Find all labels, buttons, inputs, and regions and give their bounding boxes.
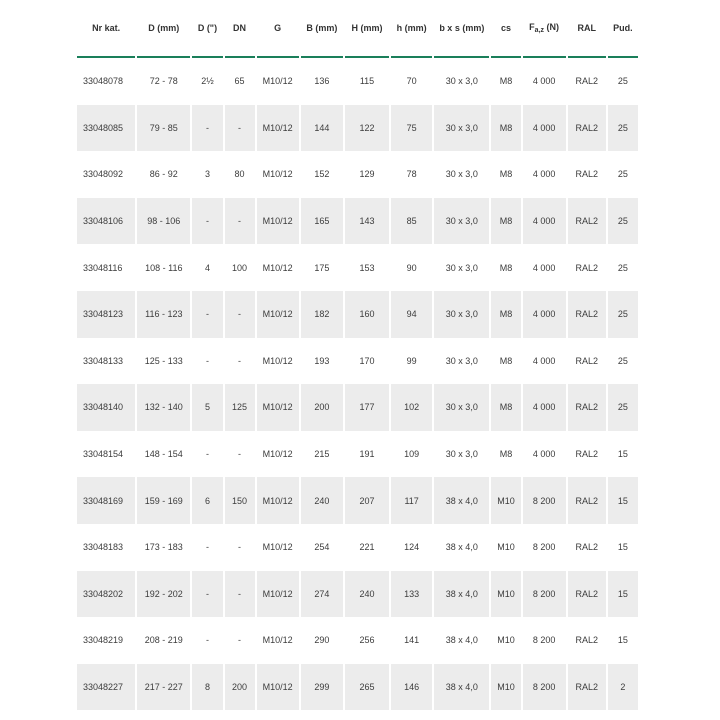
cell-cat-no: 33048106 [77,198,135,245]
cell-d-inch: 4 [192,244,222,291]
cell-d-mm: 108 - 116 [137,244,190,291]
cell-d-inch: 3 [192,151,222,198]
cell-force: 4 000 [523,151,566,198]
cell-ral: RAL2 [568,571,606,618]
cell-bxs-mm: 38 x 4,0 [434,524,489,571]
table-row [77,291,638,338]
cell-d-mm: 125 - 133 [137,338,190,385]
cell-d-inch: 2½ [192,58,222,105]
cell-bxs-mm: 30 x 3,0 [434,384,489,431]
cell-cs: M8 [491,105,520,152]
cell-pud: 25 [608,291,638,338]
cell-cs: M8 [491,244,520,291]
cell-force: 4 000 [523,384,566,431]
header-g: G [257,0,299,58]
header-cs: cs [491,0,520,58]
cell-ral: RAL2 [568,431,606,478]
cell-d-mm: 208 - 219 [137,617,190,664]
cell-h-upper-mm: 177 [345,384,389,431]
cell-d-mm: 159 - 169 [137,477,190,524]
cell-pud: 15 [608,617,638,664]
cell-g: M10/12 [257,617,299,664]
cell-cat-no: 33048116 [77,244,135,291]
cell-cat-no: 33048183 [77,524,135,571]
cell-h-upper-mm: 191 [345,431,389,478]
cell-cs: M10 [491,571,520,618]
header-force-unit: (N) [544,22,560,32]
cell-d-mm: 192 - 202 [137,571,190,618]
cell-dn: - [225,291,255,338]
cell-cat-no: 33048169 [77,477,135,524]
cell-cs: M10 [491,664,520,711]
cell-cs: M8 [491,431,520,478]
cell-h-lower-mm: 99 [391,338,432,385]
cell-bxs-mm: 38 x 4,0 [434,664,489,711]
header-pud: Pud. [608,0,638,58]
cell-d-inch: - [192,571,222,618]
cell-d-inch: - [192,198,222,245]
cell-h-lower-mm: 133 [391,571,432,618]
cell-d-mm: 72 - 78 [137,58,190,105]
cell-d-mm: 86 - 92 [137,151,190,198]
cell-cs: M8 [491,338,520,385]
cell-d-inch: - [192,524,222,571]
table-row [77,105,638,152]
cell-h-lower-mm: 94 [391,291,432,338]
header-force [523,0,566,58]
cell-pud: 15 [608,431,638,478]
header-d-inch: D (") [192,0,222,58]
cell-force: 4 000 [523,244,566,291]
cell-force: 8 200 [523,477,566,524]
cell-dn: 65 [225,58,255,105]
cell-dn: - [225,105,255,152]
cell-b-mm: 240 [301,477,343,524]
cell-force: 8 200 [523,571,566,618]
cell-g: M10/12 [257,524,299,571]
table-row [77,198,638,245]
cell-d-mm: 173 - 183 [137,524,190,571]
cell-dn: - [225,431,255,478]
table-row [77,524,638,571]
cell-ral: RAL2 [568,664,606,711]
cell-b-mm: 175 [301,244,343,291]
cell-cat-no: 33048140 [77,384,135,431]
table-row [77,617,638,664]
cell-force: 8 200 [523,617,566,664]
cell-h-upper-mm: 160 [345,291,389,338]
cell-bxs-mm: 30 x 3,0 [434,198,489,245]
cell-bxs-mm: 38 x 4,0 [434,477,489,524]
cell-b-mm: 200 [301,384,343,431]
cell-b-mm: 182 [301,291,343,338]
cell-cat-no: 33048085 [77,105,135,152]
cell-bxs-mm: 30 x 3,0 [434,58,489,105]
cell-g: M10/12 [257,198,299,245]
cell-h-upper-mm: 170 [345,338,389,385]
cell-cs: M10 [491,477,520,524]
cell-h-lower-mm: 75 [391,105,432,152]
cell-bxs-mm: 30 x 3,0 [434,105,489,152]
cell-h-upper-mm: 207 [345,477,389,524]
cell-pud: 2 [608,664,638,711]
cell-d-mm: 132 - 140 [137,384,190,431]
cell-h-lower-mm: 109 [391,431,432,478]
cell-d-mm: 79 - 85 [137,105,190,152]
cell-pud: 25 [608,58,638,105]
cell-d-mm: 217 - 227 [137,664,190,711]
cell-pud: 25 [608,244,638,291]
cell-cat-no: 33048227 [77,664,135,711]
cell-bxs-mm: 38 x 4,0 [434,617,489,664]
cell-pud: 25 [608,105,638,152]
cell-ral: RAL2 [568,477,606,524]
cell-force: 4 000 [523,58,566,105]
table-row [77,338,638,385]
cell-dn: - [225,524,255,571]
table-row [77,58,638,105]
cell-d-inch: - [192,291,222,338]
cell-cat-no: 33048078 [77,58,135,105]
cell-h-lower-mm: 70 [391,58,432,105]
cell-d-inch: 6 [192,477,222,524]
cell-h-upper-mm: 115 [345,58,389,105]
cell-ral: RAL2 [568,105,606,152]
cell-d-inch: 5 [192,384,222,431]
cell-h-lower-mm: 141 [391,617,432,664]
cell-b-mm: 136 [301,58,343,105]
table-row [77,384,638,431]
cell-b-mm: 144 [301,105,343,152]
cell-h-upper-mm: 240 [345,571,389,618]
cell-ral: RAL2 [568,198,606,245]
header-bxs-mm: b x s (mm) [434,0,489,58]
cell-bxs-mm: 38 x 4,0 [434,571,489,618]
cell-d-mm: 116 - 123 [137,291,190,338]
table-row [77,244,638,291]
table-row [77,431,638,478]
cell-bxs-mm: 30 x 3,0 [434,151,489,198]
cell-cs: M8 [491,291,520,338]
cell-h-lower-mm: 124 [391,524,432,571]
cell-pud: 25 [608,198,638,245]
cell-cat-no: 33048154 [77,431,135,478]
cell-g: M10/12 [257,105,299,152]
cell-g: M10/12 [257,664,299,711]
table-header-row [77,0,638,58]
cell-dn: 125 [225,384,255,431]
cell-d-inch: - [192,105,222,152]
cell-cat-no: 33048133 [77,338,135,385]
cell-h-lower-mm: 117 [391,477,432,524]
cell-ral: RAL2 [568,291,606,338]
cell-ral: RAL2 [568,384,606,431]
cell-dn: - [225,571,255,618]
cell-force: 4 000 [523,431,566,478]
cell-ral: RAL2 [568,58,606,105]
header-ral: RAL [568,0,606,58]
spec-table-container [77,0,642,710]
header-cat-no: Nr kat. [77,0,135,58]
cell-dn: - [225,198,255,245]
cell-force: 4 000 [523,198,566,245]
cell-b-mm: 254 [301,524,343,571]
cell-bxs-mm: 30 x 3,0 [434,338,489,385]
header-b-mm: B (mm) [301,0,343,58]
cell-ral: RAL2 [568,244,606,291]
cell-g: M10/12 [257,58,299,105]
cell-pud: 25 [608,384,638,431]
header-d-mm: D (mm) [137,0,190,58]
cell-ral: RAL2 [568,338,606,385]
cell-ral: RAL2 [568,524,606,571]
cell-g: M10/12 [257,291,299,338]
cell-dn: - [225,617,255,664]
cell-g: M10/12 [257,338,299,385]
cell-bxs-mm: 30 x 3,0 [434,431,489,478]
cell-cs: M8 [491,198,520,245]
cell-cat-no: 33048219 [77,617,135,664]
cell-g: M10/12 [257,244,299,291]
cell-h-upper-mm: 221 [345,524,389,571]
cell-h-lower-mm: 102 [391,384,432,431]
cell-g: M10/12 [257,571,299,618]
table-row [77,571,638,618]
cell-cat-no: 33048092 [77,151,135,198]
cell-b-mm: 193 [301,338,343,385]
cell-force: 8 200 [523,524,566,571]
cell-ral: RAL2 [568,617,606,664]
cell-force: 4 000 [523,338,566,385]
cell-h-upper-mm: 265 [345,664,389,711]
cell-d-mm: 148 - 154 [137,431,190,478]
cell-b-mm: 152 [301,151,343,198]
cell-h-upper-mm: 256 [345,617,389,664]
cell-dn: - [225,338,255,385]
header-h-upper-mm: H (mm) [345,0,389,58]
cell-cs: M8 [491,151,520,198]
cell-h-upper-mm: 153 [345,244,389,291]
cell-b-mm: 299 [301,664,343,711]
cell-cs: M8 [491,384,520,431]
cell-h-lower-mm: 146 [391,664,432,711]
cell-pud: 25 [608,338,638,385]
cell-h-upper-mm: 143 [345,198,389,245]
cell-h-lower-mm: 85 [391,198,432,245]
cell-dn: 200 [225,664,255,711]
cell-dn: 80 [225,151,255,198]
cell-g: M10/12 [257,151,299,198]
header-h-lower-mm: h (mm) [391,0,432,58]
spec-table [75,0,640,710]
cell-dn: 150 [225,477,255,524]
cell-d-inch: - [192,431,222,478]
cell-h-upper-mm: 129 [345,151,389,198]
cell-h-lower-mm: 78 [391,151,432,198]
header-dn: DN [225,0,255,58]
cell-cat-no: 33048123 [77,291,135,338]
cell-b-mm: 274 [301,571,343,618]
cell-d-inch: - [192,617,222,664]
table-row [77,151,638,198]
cell-cs: M10 [491,617,520,664]
cell-force: 8 200 [523,664,566,711]
cell-force: 4 000 [523,105,566,152]
cell-h-lower-mm: 90 [391,244,432,291]
table-body [77,58,638,710]
cell-g: M10/12 [257,477,299,524]
cell-d-mm: 98 - 106 [137,198,190,245]
cell-d-inch: 8 [192,664,222,711]
cell-b-mm: 215 [301,431,343,478]
cell-b-mm: 290 [301,617,343,664]
cell-pud: 15 [608,477,638,524]
cell-cs: M8 [491,58,520,105]
cell-g: M10/12 [257,431,299,478]
cell-pud: 25 [608,151,638,198]
cell-h-upper-mm: 122 [345,105,389,152]
cell-bxs-mm: 30 x 3,0 [434,291,489,338]
header-force-sub: a,z [534,27,545,34]
cell-dn: 100 [225,244,255,291]
cell-cs: M10 [491,524,520,571]
cell-bxs-mm: 30 x 3,0 [434,244,489,291]
cell-force: 4 000 [523,291,566,338]
cell-g: M10/12 [257,384,299,431]
table-row [77,664,638,711]
header-force-main: F [529,22,535,32]
cell-cat-no: 33048202 [77,571,135,618]
cell-pud: 15 [608,524,638,571]
table-row [77,477,638,524]
cell-b-mm: 165 [301,198,343,245]
cell-ral: RAL2 [568,151,606,198]
cell-d-inch: - [192,338,222,385]
cell-pud: 15 [608,571,638,618]
